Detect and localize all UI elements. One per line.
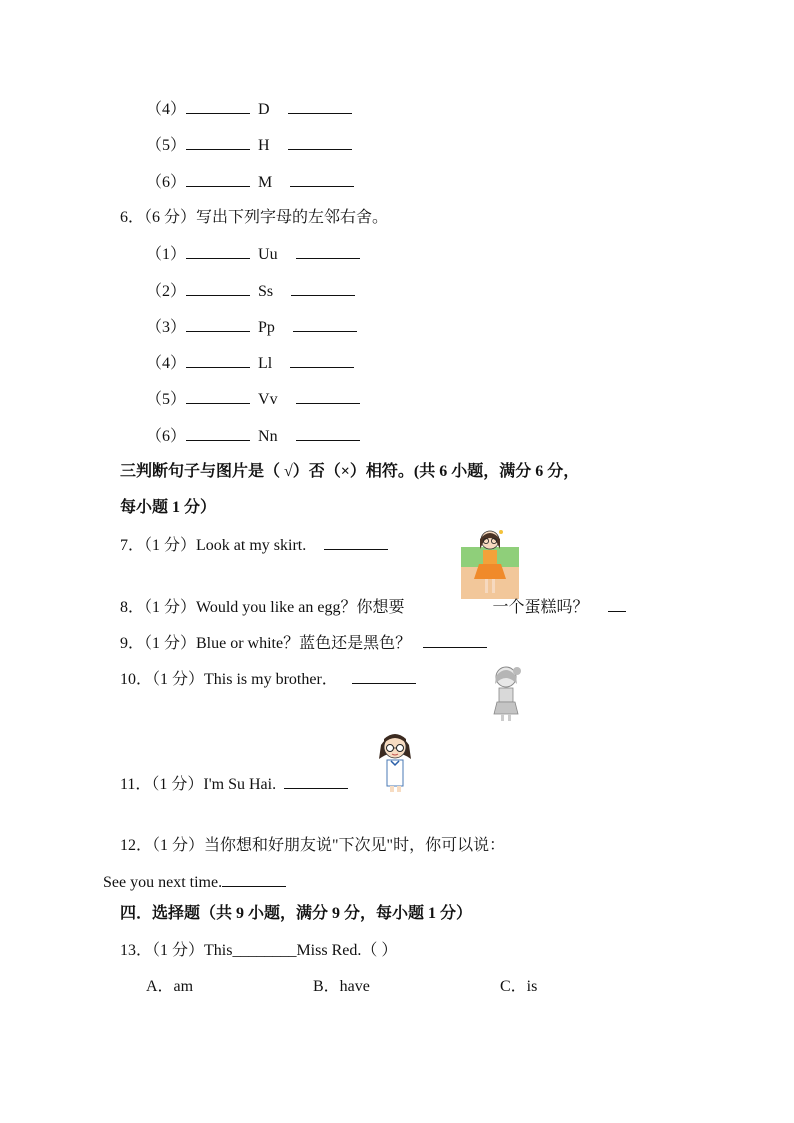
q13-option-a[interactable]: A．am [146, 978, 194, 995]
q6-item: （5） Vv [146, 389, 360, 410]
q11: 11．（1 分）I'm Su Hai. [120, 774, 348, 795]
section3-heading-cont: 每小题 1 分） [120, 499, 217, 516]
q13: 13．（1 分）This________Miss Red.（ ） [120, 942, 398, 959]
su-hai-picture [374, 727, 416, 793]
q10: 10．（1 分）This is my brother． [120, 669, 416, 690]
q8: 8．（1 分）Would you like an egg？你想要 一个蛋糕吗？ [120, 597, 626, 618]
answer-blank[interactable] [186, 389, 250, 404]
answer-blank[interactable] [291, 281, 355, 296]
answer-blank[interactable] [222, 872, 286, 887]
q7: 7．（1 分）Look at my skirt. [120, 535, 388, 556]
q6-title: 6．（6 分）写出下列字母的左邻右舍。 [120, 209, 389, 226]
section4-heading: 四．选择题（共 9 小题，满分 9 分，每小题 1 分） [120, 905, 473, 922]
q6-item: （2） Ss [146, 281, 355, 302]
q6-item: （6） Nn [146, 426, 360, 447]
answer-blank[interactable] [288, 99, 352, 114]
answer-blank[interactable] [186, 426, 250, 441]
q5-item: （4） D [146, 99, 352, 120]
answer-blank[interactable] [186, 281, 250, 296]
girl-skirt-picture [461, 527, 519, 599]
q5-item: （6） M [146, 172, 354, 193]
answer-blank[interactable] [288, 135, 352, 150]
q12: 12．（1 分）当你想和好朋友说"下次见"时，你可以说： [120, 837, 506, 854]
q6-item: （4） Ll [146, 353, 354, 374]
answer-blank[interactable] [608, 597, 626, 612]
q13-option-c[interactable]: C．is [500, 978, 538, 995]
answer-blank[interactable] [423, 633, 487, 648]
q6-item: （3） Pp [146, 317, 357, 338]
q9: 9．（1 分）Blue or white？蓝色还是黑色？ [120, 633, 487, 654]
answer-blank[interactable] [186, 135, 250, 150]
answer-blank[interactable] [186, 244, 250, 259]
q12-answer-line: See you next time. [103, 872, 286, 893]
answer-blank[interactable] [290, 353, 354, 368]
answer-blank[interactable] [186, 317, 250, 332]
answer-blank[interactable] [186, 99, 250, 114]
q13-option-b[interactable]: B．have [313, 978, 370, 995]
answer-blank[interactable] [284, 774, 348, 789]
answer-blank[interactable] [290, 172, 354, 187]
answer-blank[interactable] [324, 535, 388, 550]
q6-item: （1） Uu [146, 244, 360, 265]
girl-sketch-picture [486, 664, 526, 722]
answer-blank[interactable] [296, 244, 360, 259]
section3-heading: 三判断句子与图片是（ √）否（×）相符。(共 6 小题，满分 6 分， [120, 463, 580, 480]
q5-item: （5） H [146, 135, 352, 156]
answer-blank[interactable] [352, 669, 416, 684]
answer-blank[interactable] [186, 172, 250, 187]
answer-blank[interactable] [296, 389, 360, 404]
answer-blank[interactable] [293, 317, 357, 332]
answer-blank[interactable] [296, 426, 360, 441]
answer-blank[interactable] [186, 353, 250, 368]
